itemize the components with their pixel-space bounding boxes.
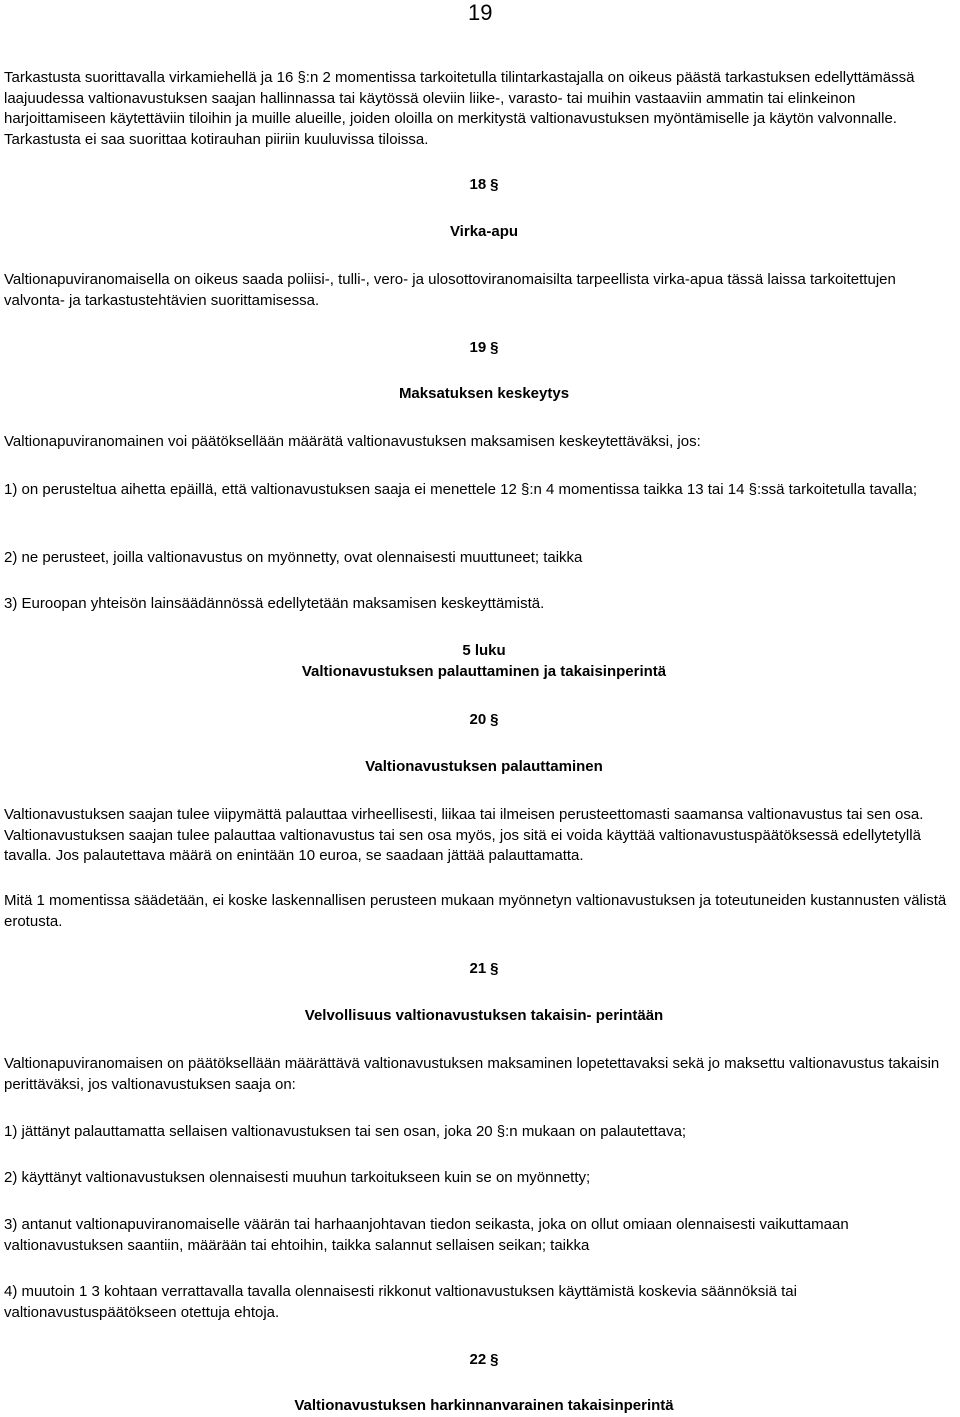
section-20-number [0, 710, 960, 731]
paragraph-suspension-intro: Valtionapuviranomainen voi päätöksellään määrätä valtionavustuksen maksamisen keskeytettäväksi, jos: [4, 433, 701, 450]
paragraph-recovery-intro: Valtionapuviranomaisen on päätöksellään määrättävä valtionavustuksen maksaminen lopetettavaksi sekä jo maksettu valtionavustus takaisin perittäväksi, jos valtionavustuksen saaja on: [4, 1055, 940, 1093]
list-item-recovery-3: 3) antanut valtionapuviranomaiselle väärän tai harhaanjohtavan tiedon seikasta, joka on ollut omiaan olennaisesti vaikuttamaan valtionavustuksen saantiin, määrään tai ehtoihin, taikka salannut sellaisen seikan; taikka [4, 1216, 849, 1254]
list-item-suspension-2: 2) ne perusteet, joilla valtionavustus on myönnetty, ovat olennaisesti muuttuneet; taikka [4, 549, 583, 566]
chapter-title: Valtionavustuksen palauttaminen ja takaisinperintä [301, 662, 667, 680]
section-21-number [0, 959, 960, 980]
list-item-recovery-1: 1) jättänyt palauttamatta sellaisen valtionavustuksen tai sen osan, joka 20 §:n mukaan on palautettava; [4, 1123, 687, 1140]
section-number: 19 [469, 339, 487, 356]
chapter-heading [0, 641, 960, 682]
section-number: 21 [469, 960, 487, 977]
section-number: 22 [469, 1351, 487, 1368]
chapter-label: 5 luku [462, 642, 506, 659]
paragraph-executive-assistance: Valtionapuviranomaisella on oikeus saada poliisi-, tulli-, vero- ja ulosottoviranomaisilta tarpeellista virka-apua tässä laissa tarkoitettujen valvonta- ja tarkastustehtävien suorittamisessa. [4, 271, 896, 309]
paragraph-repayment-2: Mitä 1 momentissa säädetään, ei koske laskennallisen perusteen mukaan myönnetyn valtionavustuksen ja toteutuneiden kustannusten välistä erotusta. [4, 892, 947, 930]
section-20-title: Valtionavustuksen palauttaminen [365, 758, 603, 775]
section-sign: § [490, 960, 499, 977]
section-19-title: Maksatuksen keskeytys [398, 385, 570, 402]
paragraph-inspection-rights: Tarkastusta suorittavalla virkamiehellä ja 16 §:n 2 momentissa tarkoitetulla tilintarkastajalla on oikeus päästä tarkastuksen edellyttämässä laajuudessa valtionavustuksen saajan hallinnassa tai käytössä oleviin liike-, varasto- tai muihin vastaaviin ammatin tai elinkeinon harjoittamiseen käytettäviin tiloihin ja muille alueille, joiden oloilla on merkitystä valtionavustuksen myöntämiselle ja käytön valvonnalle. Tarkastusta ei saa suorittaa kotirauhan piiriin kuuluvissa tiloissa. [4, 69, 915, 148]
list-item-recovery-4: 4) muutoin 1 3 kohtaan verrattavalla tavalla olennaisesti rikkonut valtionavustuksen käyttämistä koskevia säännöksiä tai valtionavustuspäätökseen otettuja ehtoja. [4, 1283, 797, 1321]
section-19-number [0, 338, 960, 359]
section-sign: § [490, 711, 499, 728]
page-number: 19 [468, 0, 493, 25]
paragraph-repayment-1: Valtionavustuksen saajan tulee viipymättä palauttaa virheellisesti, liikaa tai ilmeisen perusteettomasti saamansa valtionavustus tai sen osa. Valtionavustuksen saajan tulee palauttaa valtionavustus tai sen osa myös, jos sitä ei voida käyttää valtionavustuspäätöksessä edellytetyllä tavalla. Jos palautettava määrä on enintään 10 euroa, se saadaan jättää palauttamatta. [4, 806, 924, 864]
section-sign: § [490, 176, 499, 193]
list-item-suspension-1: 1) on perusteltua aihetta epäillä, että valtionavustuksen saaja ei menettele 12 §:n 4 momentissa taikka 13 tai 14 §:ssä tarkoitetulla tavalla; [4, 481, 918, 498]
section-22-title: Valtionavustuksen harkinnanvarainen takaisinperintä [294, 1397, 674, 1414]
section-18-title: Virka-apu [449, 223, 519, 240]
list-item-suspension-3: 3) Euroopan yhteisön lainsäädännössä edellytetään maksamisen keskeyttämistä. [4, 595, 545, 612]
section-18-number [0, 175, 960, 196]
section-number: 18 [469, 176, 487, 193]
list-item-recovery-2: 2) käyttänyt valtionavustuksen olennaisesti muuhun tarkoitukseen kuin se on myönnetty; [4, 1169, 591, 1186]
section-number: 20 [469, 711, 487, 728]
section-22-number [0, 1350, 960, 1371]
section-sign: § [490, 1351, 499, 1368]
section-21-title: Velvollisuus valtionavustuksen takaisin- perintään [304, 1007, 664, 1024]
section-sign: § [490, 339, 499, 356]
